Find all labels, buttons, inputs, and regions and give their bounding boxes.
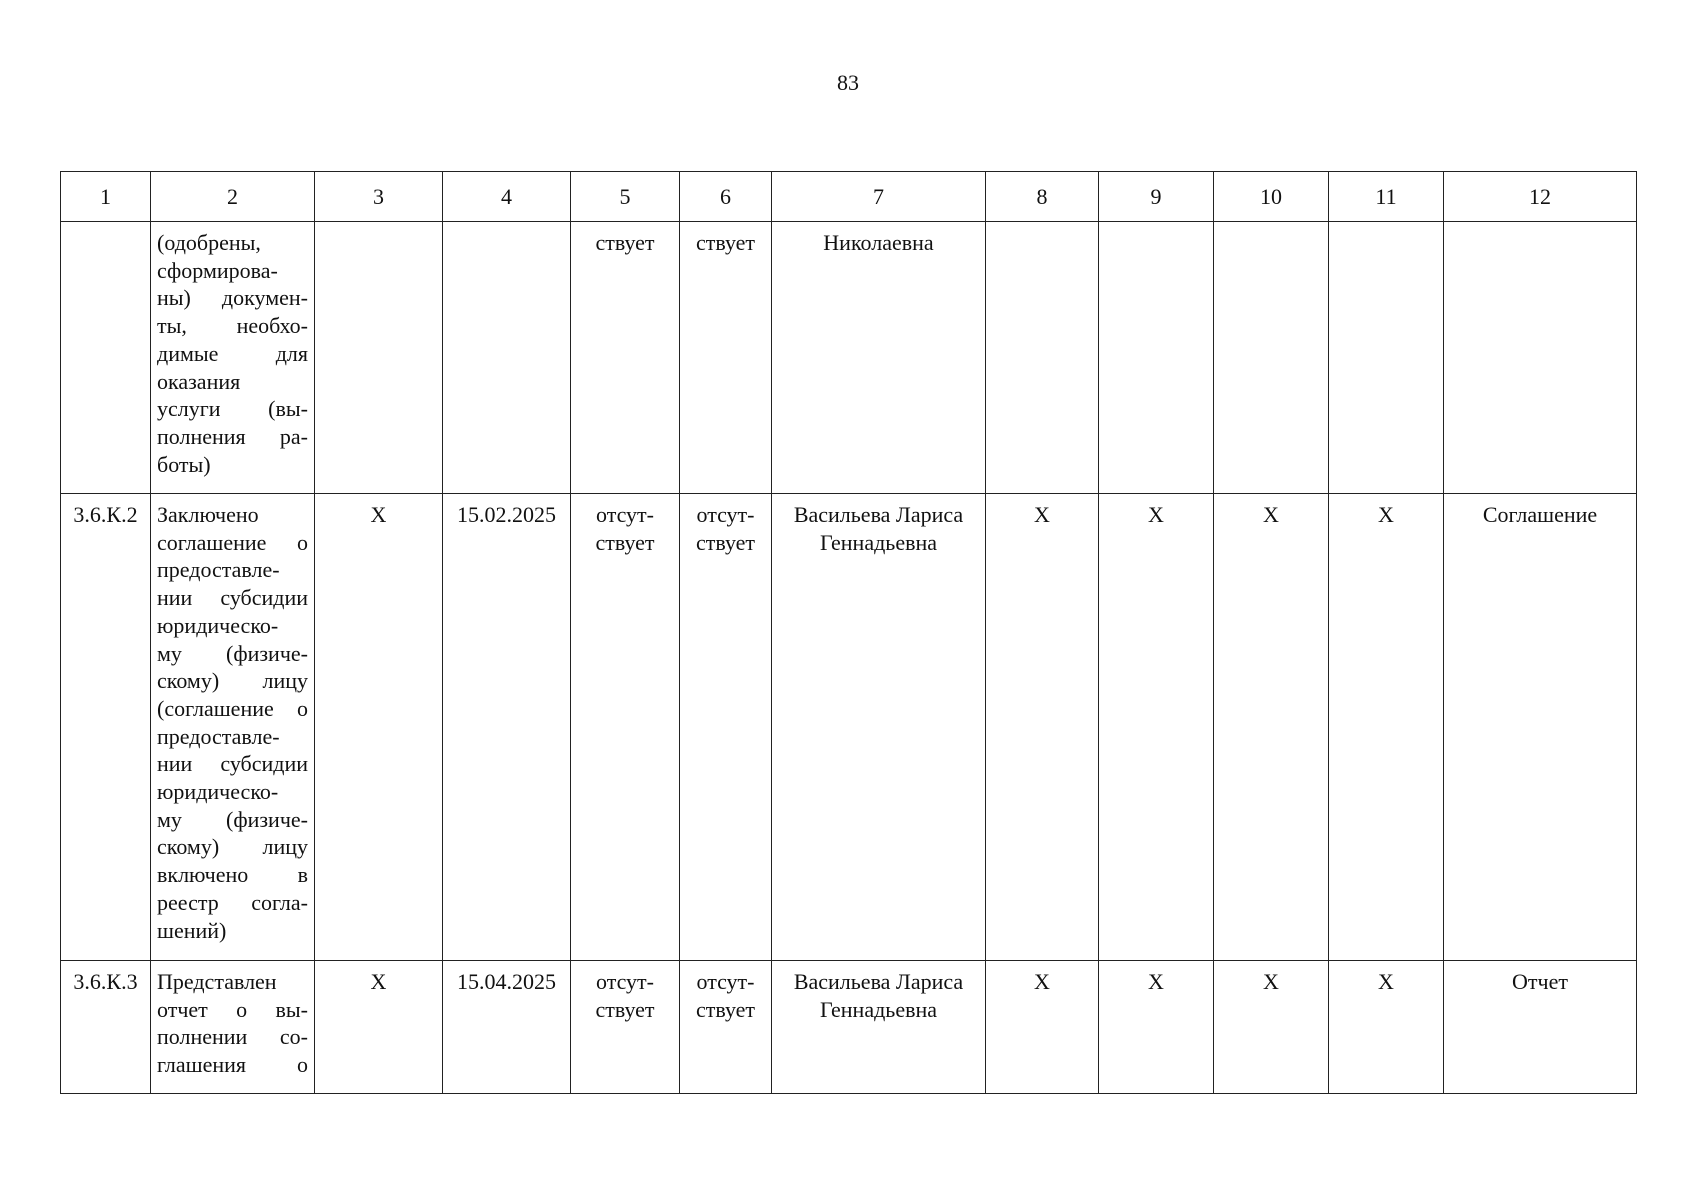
row-code	[61, 222, 150, 235]
description-word: предоставле-	[157, 723, 280, 749]
column-header: 8	[986, 172, 1099, 222]
description-line	[157, 1051, 308, 1079]
col10-value	[1214, 222, 1328, 235]
col8-value: Х	[1034, 969, 1050, 994]
row-code-cell	[61, 222, 151, 494]
description-word: (вы-	[268, 396, 308, 422]
description-word: полнении	[157, 1024, 248, 1050]
col6-value	[680, 961, 771, 1029]
col9-cell	[1099, 961, 1214, 1094]
col6-value	[680, 494, 771, 562]
responsible-person	[772, 494, 985, 562]
row-code: 3.6.К.2	[73, 502, 138, 527]
cell-line: отсут-	[595, 502, 654, 527]
description-line	[157, 917, 308, 945]
col5-cell	[571, 222, 680, 494]
description-line	[157, 229, 308, 257]
description-word: юридическо-	[157, 612, 279, 638]
description-word: (соглашение	[157, 695, 274, 721]
cell-line: ствует	[595, 529, 655, 555]
description-word: включено	[157, 862, 249, 888]
row-description-cell	[151, 961, 315, 1094]
description-line	[157, 778, 308, 806]
description-word: оказания	[157, 368, 241, 394]
cell-line: отсут-	[696, 502, 755, 527]
col5-cell	[571, 961, 680, 1094]
cell-line: ствует	[595, 230, 655, 255]
description-line	[157, 889, 308, 917]
responsible-cell	[772, 222, 986, 494]
description-word: вы-	[275, 996, 308, 1022]
description-word: для	[275, 340, 308, 366]
col4-cell	[443, 222, 571, 494]
description-word: юридическо-	[157, 779, 279, 805]
cell-line: ствует	[695, 230, 756, 255]
col5-value	[571, 222, 679, 263]
col9-value	[1099, 222, 1213, 235]
col11-cell	[1329, 494, 1444, 961]
description-word: докумен-	[221, 285, 308, 311]
description-word: со-	[279, 1024, 308, 1050]
document-type-cell	[1444, 222, 1637, 494]
cell-line: отсут-	[696, 969, 755, 994]
description-line	[157, 996, 308, 1024]
cell-line: ствует	[595, 996, 655, 1022]
row-code-cell	[61, 961, 151, 1094]
date-value	[443, 222, 570, 235]
table-header-row	[61, 172, 1637, 222]
description-line	[157, 556, 308, 584]
description-line	[157, 806, 308, 834]
document-type: Соглашение	[1482, 502, 1598, 527]
row-description-cell	[151, 222, 315, 494]
col4-cell	[443, 494, 571, 961]
description-line	[157, 861, 308, 889]
col10-value: Х	[1263, 969, 1279, 994]
description-line	[157, 695, 308, 723]
description-line	[157, 257, 308, 285]
cell-line: Васильева Лариса	[793, 502, 964, 527]
col10-value: Х	[1263, 502, 1279, 527]
col10-cell	[1214, 494, 1329, 961]
description-line	[157, 723, 308, 751]
description-word: скому)	[157, 668, 220, 694]
cell-line: ствует	[695, 529, 756, 555]
col10-cell	[1214, 961, 1329, 1094]
row-code-cell	[61, 494, 151, 961]
description-word: о	[297, 1052, 308, 1078]
description-word: му	[157, 806, 182, 832]
description-word: о	[236, 996, 248, 1022]
col3-value: Х	[370, 502, 387, 527]
responsible-person	[772, 222, 985, 263]
row-description	[151, 494, 314, 950]
row-code: 3.6.К.3	[73, 969, 138, 994]
description-line	[157, 833, 308, 861]
column-header: 10	[1214, 172, 1329, 222]
description-word: (одобрены,	[157, 230, 261, 255]
row-description	[151, 961, 314, 1085]
col10-cell	[1214, 222, 1329, 494]
column-header: 4	[443, 172, 571, 222]
description-word: услуги	[157, 396, 221, 422]
table-row	[61, 222, 1637, 494]
col11-value: Х	[1378, 969, 1394, 994]
col9-cell	[1099, 222, 1214, 494]
description-word: соглашение	[157, 529, 267, 555]
description-word: субсидии	[220, 585, 308, 611]
row-description-cell	[151, 494, 315, 961]
description-line	[157, 667, 308, 695]
column-header: 7	[772, 172, 986, 222]
description-line	[157, 1023, 308, 1051]
description-word: скому)	[157, 834, 220, 860]
description-word: в	[297, 862, 308, 888]
col11-value: Х	[1378, 502, 1394, 527]
col8-cell	[986, 961, 1099, 1094]
document-table	[60, 171, 1637, 1094]
description-line	[157, 529, 308, 557]
col9-value: Х	[1148, 969, 1164, 994]
col6-cell	[680, 494, 772, 961]
col11-cell	[1329, 961, 1444, 1094]
cell-line: Геннадьевна	[819, 529, 938, 555]
description-word: ра-	[279, 423, 308, 449]
description-line	[157, 284, 308, 312]
description-line	[157, 750, 308, 778]
description-word: субсидии	[220, 751, 308, 777]
description-word: Представлен	[157, 969, 277, 994]
description-word: необхо-	[236, 313, 308, 339]
cell-line: Геннадьевна	[819, 996, 938, 1022]
description-word: глашения	[157, 1052, 247, 1078]
table-row	[61, 961, 1637, 1094]
column-header: 5	[571, 172, 680, 222]
col3-cell	[315, 494, 443, 961]
description-word: лицу	[262, 834, 308, 860]
document-type: Отчет	[1512, 969, 1568, 994]
column-header: 1	[61, 172, 151, 222]
description-line	[157, 395, 308, 423]
col3-value	[315, 222, 442, 235]
col5-value	[571, 494, 679, 562]
date-value: 15.04.2025	[457, 969, 556, 994]
col8-value	[986, 222, 1098, 235]
description-line	[157, 640, 308, 668]
col8-cell	[986, 494, 1099, 961]
description-word: (физиче-	[226, 806, 308, 832]
description-word: ны)	[157, 285, 191, 311]
cell-line: ствует	[695, 996, 756, 1022]
col6-cell	[680, 961, 772, 1094]
date-value: 15.02.2025	[457, 502, 556, 527]
column-header: 9	[1099, 172, 1214, 222]
description-line	[157, 451, 308, 479]
cell-line: отсут-	[595, 969, 654, 994]
description-word: полнения	[157, 423, 246, 449]
document-type-cell	[1444, 494, 1637, 961]
description-word: ты,	[157, 313, 187, 339]
col3-cell	[315, 222, 443, 494]
description-line	[157, 368, 308, 396]
col3-value: Х	[370, 969, 387, 994]
description-line	[157, 968, 308, 996]
document-type-cell	[1444, 961, 1637, 1094]
responsible-person	[772, 961, 985, 1029]
description-line	[157, 312, 308, 340]
description-word: шений)	[157, 917, 227, 943]
description-word: лицу	[262, 668, 308, 694]
col5-value	[571, 961, 679, 1029]
description-word: предоставле-	[157, 557, 280, 583]
row-description	[151, 222, 314, 484]
column-header: 12	[1444, 172, 1637, 222]
description-word: согла-	[251, 889, 308, 915]
column-header: 2	[151, 172, 315, 222]
column-header: 3	[315, 172, 443, 222]
cell-line: Николаевна	[823, 230, 934, 255]
col5-cell	[571, 494, 680, 961]
table-row	[61, 494, 1637, 961]
column-header: 6	[680, 172, 772, 222]
description-word: нии	[157, 585, 193, 611]
description-line	[157, 612, 308, 640]
description-word: отчет	[157, 996, 208, 1022]
responsible-cell	[772, 961, 986, 1094]
col3-cell	[315, 961, 443, 1094]
description-word: нии	[157, 751, 193, 777]
description-line	[157, 501, 308, 529]
col11-cell	[1329, 222, 1444, 494]
description-word: му	[157, 640, 182, 666]
description-word: (физиче-	[226, 640, 308, 666]
description-word: боты)	[157, 451, 211, 477]
responsible-cell	[772, 494, 986, 961]
description-word: димые	[157, 340, 219, 366]
column-header: 11	[1329, 172, 1444, 222]
description-line	[157, 584, 308, 612]
description-word: Заключено	[157, 502, 259, 527]
col8-value: Х	[1034, 502, 1050, 527]
cell-line: Васильева Лариса	[793, 969, 964, 994]
col9-cell	[1099, 494, 1214, 961]
col8-cell	[986, 222, 1099, 494]
description-word: реестр	[157, 889, 219, 915]
page-number: 83	[837, 70, 859, 95]
description-line	[157, 423, 308, 451]
col4-cell	[443, 961, 571, 1094]
col6-value	[680, 222, 771, 263]
description-word: о	[297, 529, 308, 555]
description-word: сформирова-	[157, 257, 278, 283]
col9-value: Х	[1148, 502, 1164, 527]
col11-value	[1329, 222, 1443, 235]
description-line	[157, 340, 308, 368]
col6-cell	[680, 222, 772, 494]
description-word: о	[297, 695, 308, 721]
document-type	[1444, 222, 1636, 235]
